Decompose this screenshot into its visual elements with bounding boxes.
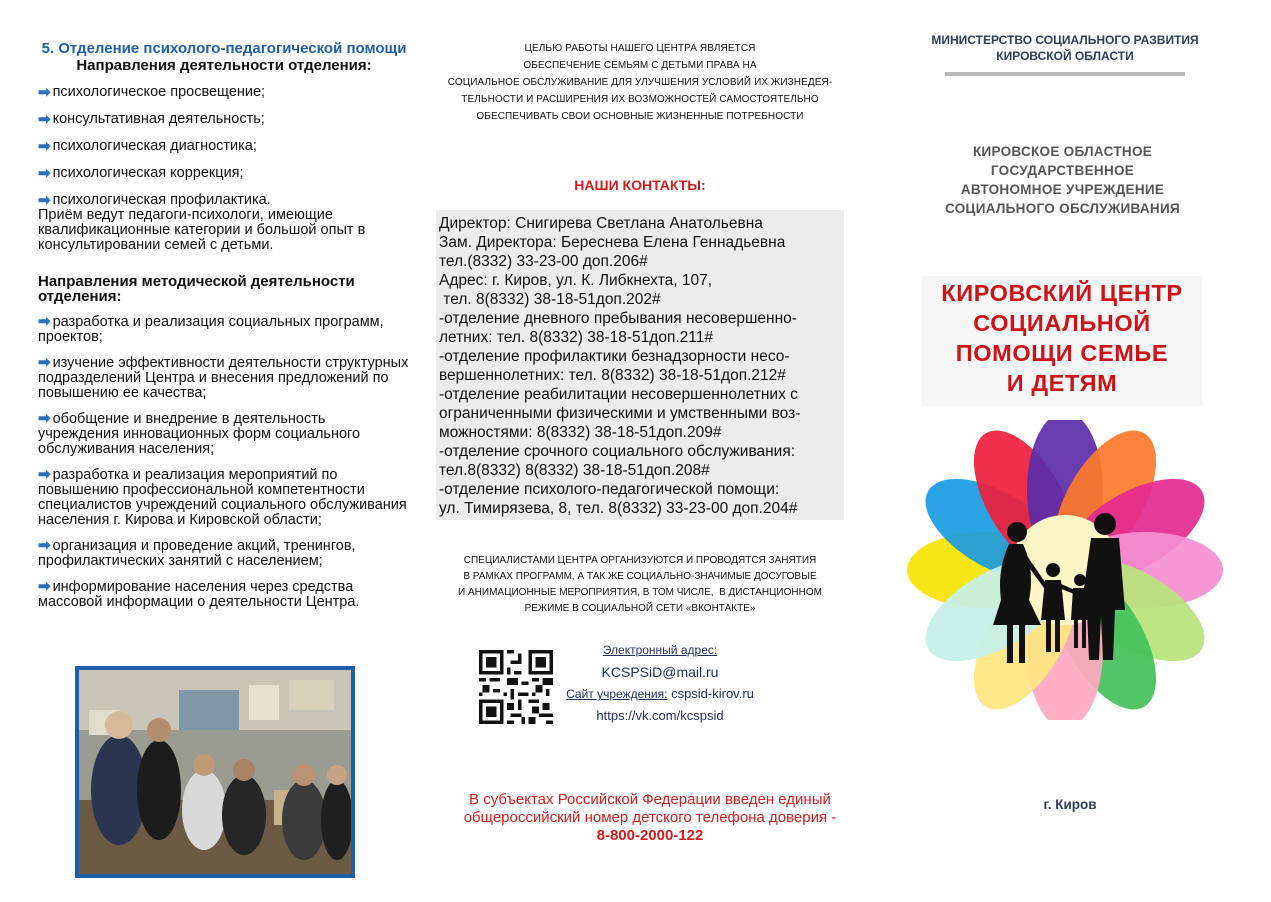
site-row: [565, 683, 755, 705]
divider: [945, 72, 1185, 76]
email-label: Электронный адрес:: [602, 643, 718, 657]
middle-panel: [430, 40, 850, 193]
contact-line: летних: тел. 8(8332) 38-18-51доп.211#: [439, 329, 713, 346]
contact-line: -отделение профилактики безнадзорности несо-: [439, 348, 790, 365]
directions-list: [38, 85, 410, 208]
contact-line: можностями: 8(8332) 38-18-51доп.209#: [439, 424, 722, 441]
contact-line: тел. 8(8332) 38-18-51доп.202#: [439, 291, 661, 308]
right-panel: [920, 32, 1210, 76]
contact-line: -отделение психолого-педагогической помощи:: [439, 481, 780, 498]
site-link[interactable]: cspsid-kirov.ru: [671, 686, 754, 701]
goal-statement: ЦЕЛЬЮ РАБОТЫ НАШЕГО ЦЕНТРА ЯВЛЯЕТСЯ ОБЕСПЕЧЕНИЕ СЕМЬЯМ С ДЕТЬМИ ПРАВА НА СОЦИАЛЬНОЕ ОБСЛУЖИВАНИЕ ДЛЯ УЛУЧШЕНИЯ УСЛОВИЙ ИХ ЖИЗНЕДЕЯ- ТЕЛЬНОСТИ И РАСШИРЕНИЯ ИХ ВОЗМОЖНОСТЕЙ САМОСТОЯТЕЛЬНО ОБЕСПЕЧИВАТЬ СВОИ ОСНОВНЫЕ ЖИЗНЕННЫЕ ПОТРЕБНОСТИ: [447, 43, 833, 122]
email-link[interactable]: KCSPSiD@mail.ru: [601, 664, 719, 680]
methodical-list: [38, 314, 410, 610]
hotline-text: В субъектах Российской Федерации введен единый общероссийский номер детского телефона доверия -: [463, 791, 837, 826]
center-title: КИРОВСКИЙ ЦЕНТР СОЦИАЛЬНОЙ ПОМОЩИ СЕМЬЕ И ДЕТЯМ: [922, 276, 1202, 406]
list-item: ➡ консультативная деятельность;: [38, 111, 265, 128]
list-item: ➡ психологическая профилактика.: [38, 192, 271, 209]
vk-link[interactable]: https://vk.com/kcspsid: [596, 708, 724, 723]
list-item: ➡ информирование населения через средства массовой информации о деятельности Центра.: [38, 578, 360, 610]
contact-line: -отделение срочного социального обслуживания:: [439, 443, 796, 460]
contact-line: вершеннолетних: тел. 8(8332) 38-18-51доп.212#: [439, 367, 786, 384]
group-photo: [75, 666, 355, 878]
arrow-right-icon: ➡: [38, 410, 51, 427]
contact-line: Зам. Директора: Береснева Елена Геннадьевна: [439, 234, 786, 251]
city-name: г. Киров: [1043, 797, 1097, 812]
qr-code[interactable]: [479, 650, 553, 724]
contact-line: ул. Тимирязева, 8, тел. 8(8332) 33-23-00 доп.204#: [439, 500, 798, 517]
contact-line: ограниченными физическими и умственными воз-: [439, 405, 801, 422]
list-item: ➡ разработка и реализация социальных программ, проектов;: [38, 313, 384, 345]
arrow-right-icon: ➡: [38, 138, 51, 155]
arrow-right-icon: ➡: [38, 537, 51, 554]
list-item: ➡ организация и проведение акций, тренингов, профилактических занятий с населением;: [38, 537, 356, 569]
contacts-title: НАШИ КОНТАКТЫ:: [574, 177, 706, 193]
arrow-right-icon: ➡: [38, 578, 51, 595]
list-item: ➡ психологическое просвещение;: [38, 84, 266, 101]
left-panel: [38, 40, 410, 610]
arrow-right-icon: ➡: [38, 192, 51, 209]
flower-illustration: [905, 420, 1225, 720]
list-item: ➡ психологическая коррекция;: [38, 165, 244, 182]
list-item: ➡ разработка и реализация мероприятий по повышению профессиональной компетентности специалистов учреждений социального обслуживания населения г. Кирова и Кировской области;: [38, 466, 407, 528]
specialists-note: СПЕЦИАЛИСТАМИ ЦЕНТРА ОРГАНИЗУЮТСЯ И ПРОВОДЯТСЯ ЗАНЯТИЯ В РАМКАХ ПРОГРАММ, А ТАК ЖЕ СОЦИАЛЬНО-ЗНАЧИМЫЕ ДОСУГОВЫЕ И АНИМАЦИОННЫЕ МЕРОПРИЯТИЯ, В ТОМ ЧИСЛЕ, В ДИСТАНЦИОННОМ РЕЖИМЕ В СОЦИАЛЬНОЙ СЕТИ «ВКОНТАКТЕ»: [458, 555, 822, 614]
family-flower-logo: [905, 420, 1225, 720]
contact-line: тел.(8332) 33-23-00 доп.206#: [439, 253, 648, 270]
arrow-right-icon: ➡: [38, 354, 51, 371]
arrow-right-icon: ➡: [38, 165, 51, 182]
reception-note: Приём ведут педагоги-психологи, имеющие квалификационные категории и большой опыт в консультировании семей с детьми.: [38, 207, 366, 253]
qr-code-icon: [479, 650, 553, 724]
hotline-phone[interactable]: 8-800-2000-122: [596, 827, 704, 844]
arrow-right-icon: ➡: [38, 84, 51, 101]
organization-name: КИРОВСКОЕ ОБЛАСТНОЕ ГОСУДАРСТВЕННОЕ АВТОНОМНОЕ УЧРЕЖДЕНИЕ СОЦИАЛЬНОГО ОБСЛУЖИВАНИЯ: [945, 144, 1180, 216]
list-item: ➡ изучение эффективности деятельности структурных подразделений Центра и внесения предложений по повышению ее качества;: [38, 354, 409, 401]
contact-line: тел.8(8332) 8(8332) 38-18-51доп.208#: [439, 462, 710, 479]
list-item: ➡ обобщение и внедрение в деятельность учреждения инновационных форм социального обслуживания населения;: [38, 410, 361, 457]
methodical-title: Направления методической деятельности отделения:: [38, 273, 355, 305]
directions-title: Направления деятельности отделения:: [76, 57, 372, 74]
list-item: ➡ психологическая диагностика;: [38, 138, 257, 155]
arrow-right-icon: ➡: [38, 313, 51, 330]
contacts-box: [436, 210, 844, 520]
section-title: 5. Отделение психолого-педагогической помощи: [41, 40, 407, 57]
online-contacts: [565, 639, 755, 727]
petals: [907, 420, 1223, 720]
contact-line: -отделение дневного пребывания несовершенно-: [439, 310, 797, 327]
arrow-right-icon: ➡: [38, 111, 51, 128]
contact-line: Адрес: г. Киров, ул. К. Либкнехта, 107,: [439, 272, 713, 289]
hotline-note: [460, 791, 840, 845]
arrow-right-icon: ➡: [38, 466, 51, 483]
contact-line: -отделение реабилитации несовершеннолетних с: [439, 386, 798, 403]
ministry-name: МИНИСТЕРСТВО СОЦИАЛЬНОГО РАЗВИТИЯ КИРОВСКОЙ ОБЛАСТИ: [931, 33, 1199, 63]
contact-line: Директор: Снигирева Светлана Анатольевна: [439, 215, 763, 232]
group-photo-illustration: [79, 670, 351, 874]
site-label: Сайт учреждения:: [566, 687, 668, 701]
